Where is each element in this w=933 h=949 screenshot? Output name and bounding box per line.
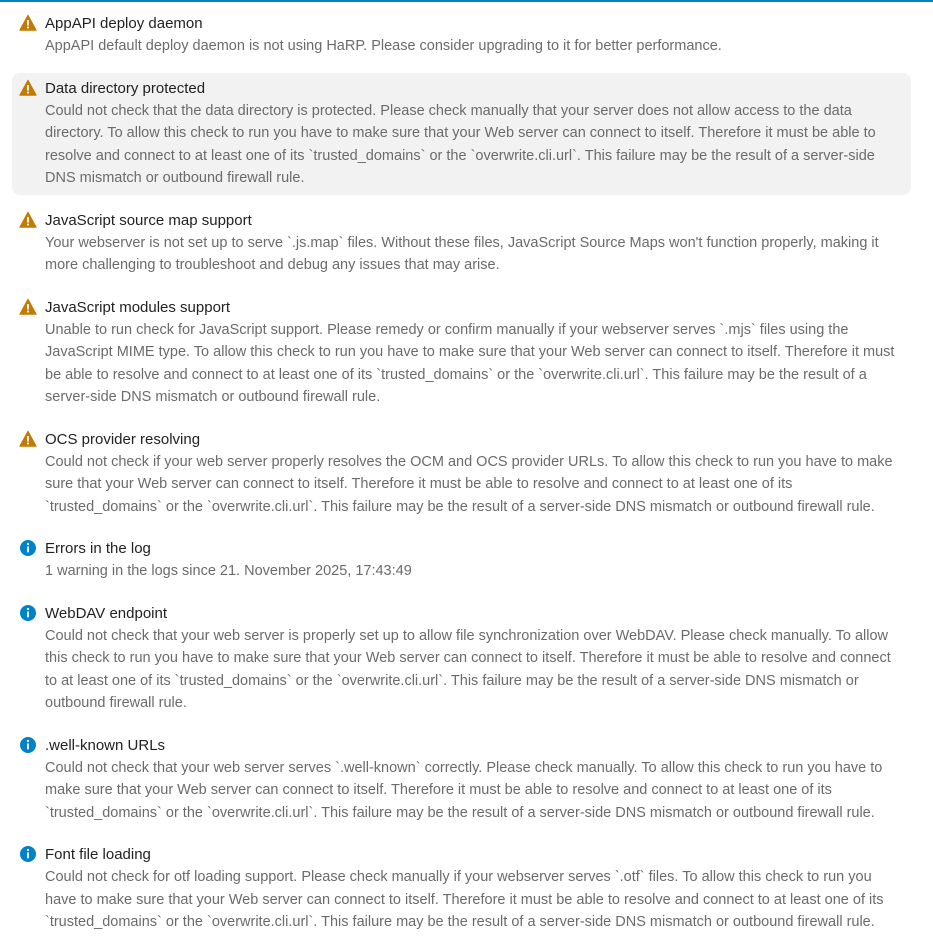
check-description: Unable to run check for JavaScript support. Please remedy or confirm manually if your webserver serves `.mjs` files using the JavaScript MIME type. To allow this check to run you have to make sure that your Web server can connect to itself. Therefore it must be able to resolve and connect to at least one of its `trusted_domains` or the `overwrite.cli.url`. This failure may be the result of a server-side DNS mismatch or outbound firewall rule. xyxy=(45,321,895,405)
check-title: JavaScript modules support xyxy=(45,298,231,316)
check-title: .well-known URLs xyxy=(45,736,166,754)
check-item-data-directory-protected xyxy=(12,73,911,195)
check-title: JavaScript source map support xyxy=(45,211,252,229)
check-description: 1 warning in the logs since 21. November 2025, 17:43:49 xyxy=(45,563,412,579)
info-icon xyxy=(19,539,37,557)
warning-icon xyxy=(19,430,37,448)
check-description: Could not check that your web server serves `.well-known` correctly. Please check manually. To allow this check to run you have to make sure that your Web server can connect to itself. Therefore it must be able to resolve and connect to at least one of its `trusted_domains` or the `overwrite.cli.url`. This failure may be the result of a server-side DNS mismatch or outbound firewall rule. xyxy=(45,759,883,821)
check-description: Your webserver is not set up to serve `.js.map` files. Without these files, JavaScript Source Maps won't function properly, making it more challenging to troubleshoot and debug any issues that may arise. xyxy=(45,234,879,273)
check-description: Could not check that the data directory is protected. Please check manually that your server does not allow access to the data directory. To allow this check to run you have to make sure that your Web server can connect to itself. Therefore it must be able to resolve and connect to at least one of its `trusted_domains` or the `overwrite.cli.url`. This failure may be the result of a server-side DNS mismatch or outbound firewall rule. xyxy=(45,102,876,186)
check-title: Data directory protected xyxy=(45,79,206,97)
check-description: Could not check that your web server is properly set up to allow file synchronization over WebDAV. Please check manually. To allow this check to run you have to make sure that your Web server can connect to itself. Therefore it must be able to resolve and connect to at least one of its `trusted_domains` or the `overwrite.cli.url`. This failure may be the result of a server-side DNS mismatch or outbound firewall rule. xyxy=(45,627,891,711)
check-item-well-known-urls xyxy=(12,730,911,830)
check-title: Errors in the log xyxy=(45,540,151,557)
check-item-ocs-provider-resolving xyxy=(12,424,911,524)
check-description: Could not check if your web server properly resolves the OCM and OCS provider URLs. To allow this check to run you have to make sure that your Web server can connect to itself. Therefore it must be able to resolve and connect to at least one of its `trusted_domains` or the `overwrite.cli.url`. This failure may be the result of a server-side DNS mismatch or outbound firewall rule. xyxy=(45,453,893,515)
check-item-errors-in-the-log xyxy=(12,533,911,588)
check-description: AppAPI default deploy daemon is not using HaRP. Please consider upgrading to it for better performance. xyxy=(45,38,722,54)
top-accent-bar xyxy=(0,0,933,2)
check-item-font-file-loading xyxy=(12,839,911,939)
check-title: AppAPI deploy daemon xyxy=(45,15,203,32)
setup-checks-list xyxy=(12,8,911,949)
check-title: WebDAV endpoint xyxy=(45,604,168,622)
warning-icon xyxy=(19,298,37,316)
check-item-appapi-deploy-daemon xyxy=(12,8,911,63)
check-item-javascript-source-map-support xyxy=(12,205,911,282)
check-title: Font file loading xyxy=(45,846,151,863)
info-icon xyxy=(19,604,37,622)
check-description: Could not check for otf loading support. Please check manually if your webserver serves `.otf` files. To allow this check to run you have to make sure that your Web server can connect to itself. Therefore it must be able to resolve and connect to at least one of its `trusted_domains` or the `overwrite.cli.url`. This failure may be the result of a server-side DNS mismatch or outbound firewall rule. xyxy=(45,869,884,930)
info-icon xyxy=(19,845,37,863)
warning-icon xyxy=(19,14,37,32)
warning-icon xyxy=(19,211,37,229)
warning-icon xyxy=(19,79,37,97)
info-icon xyxy=(19,736,37,754)
check-item-webdav-endpoint xyxy=(12,598,911,720)
check-item-javascript-modules-support xyxy=(12,292,911,414)
check-title: OCS provider resolving xyxy=(45,430,201,448)
